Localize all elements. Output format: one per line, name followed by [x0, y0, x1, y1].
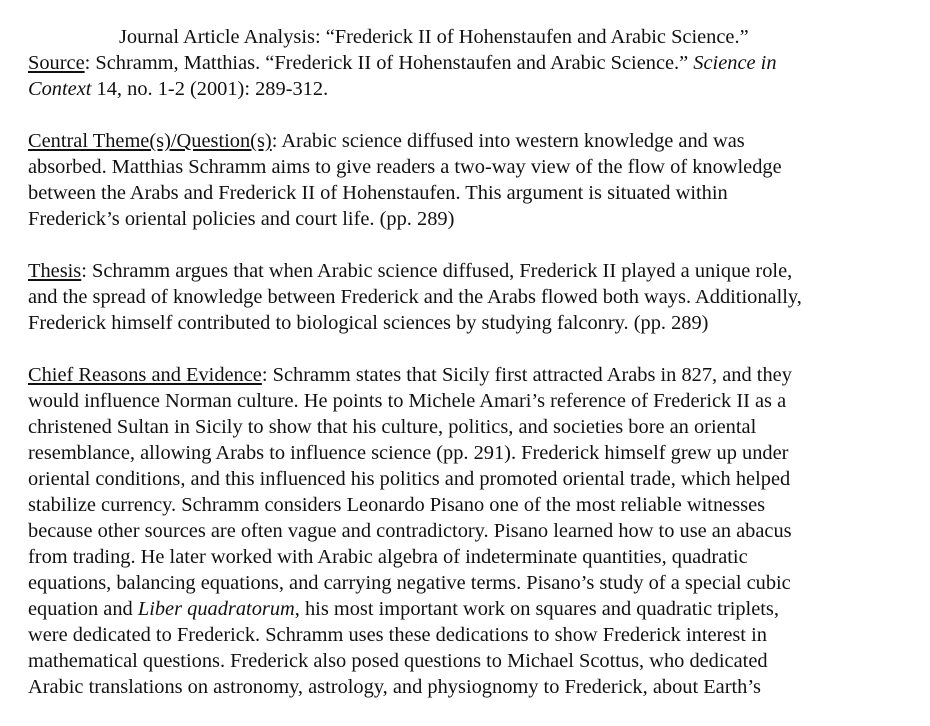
source-journal-2: Context — [28, 78, 92, 100]
document-title: Journal Article Analysis: “Frederick II of Hohenstaufen and Arabic Science.” — [119, 26, 749, 48]
source-line-1 — [28, 50, 908, 76]
chief-reasons-text: equation and — [28, 598, 138, 620]
central-theme-text: : Arabic science diffused into western knowledge and was — [271, 130, 745, 152]
chief-reasons-line: stabilize currency. Schramm considers Leonardo Pisano one of the most reliable witnesses — [28, 494, 766, 516]
chief-reasons-line: would influence Norman culture. He points to Michele Amari’s reference of Frederick II as a — [28, 390, 787, 412]
chief-reasons-line: christened Sultan in Sicily to show that his culture, politics, and societies bore an oriental — [28, 416, 757, 438]
thesis-line: Frederick himself contributed to biological sciences by studying falconry. (pp. 289) — [28, 312, 709, 334]
source-text-1: : Schramm, Matthias. “Frederick II of Hohenstaufen and Arabic Science.” — [84, 52, 694, 74]
document-page — [28, 24, 908, 726]
source-text-2: 14, no. 1-2 (2001): 289-312. — [91, 78, 329, 100]
chief-reasons-text: , his most important work on squares and quadratic triplets, — [294, 598, 779, 620]
thesis-line: and the spread of knowledge between Frederick and the Arabs flowed both ways. Additionally, — [28, 286, 802, 308]
central-theme-line: absorbed. Matthias Schramm aims to give readers a two-way view of the flow of knowledge — [28, 156, 782, 178]
thesis-paragraph — [28, 258, 908, 336]
central-theme-line — [28, 128, 908, 154]
thesis-text: : Schramm argues that when Arabic science diffused, Frederick II played a unique role, — [81, 260, 793, 282]
source-label: Source — [28, 52, 85, 74]
chief-reasons-line: were dedicated to Frederick. Schramm uses these dedications to show Frederick interest in — [28, 624, 767, 646]
chief-reasons-line: resemblance, allowing Arabs to influence science (pp. 291). Frederick himself grew up under — [28, 442, 789, 464]
chief-reasons-line: because other sources are often vague and contradictory. Pisano learned how to use an abacus — [28, 520, 792, 542]
chief-reasons-line: equations, balancing equations, and carrying negative terms. Pisano’s study of a special cubic — [28, 572, 791, 594]
chief-reasons-line: mathematical questions. Frederick also posed questions to Michael Scottus, who dedicated — [28, 650, 768, 672]
chief-reasons-line: from trading. He later worked with Arabic algebra of indeterminate quantities, quadratic — [28, 546, 748, 568]
thesis-line — [28, 258, 908, 284]
chief-reasons-line: Arabic translations on astronomy, astrology, and physiognomy to Frederick, about Earth’s — [28, 676, 761, 698]
source-citation — [28, 50, 908, 102]
chief-reasons-line — [28, 362, 908, 388]
chief-reasons-label: Chief Reasons and Evidence — [28, 364, 262, 386]
chief-reasons-text: : Schramm states that Sicily first attracted Arabs in 827, and they — [261, 364, 792, 386]
central-theme-line: Frederick’s oriental policies and court life. (pp. 289) — [28, 208, 455, 230]
chief-reasons-line: oriental conditions, and this influenced his politics and promoted oriental trade, which helped — [28, 468, 791, 490]
central-theme-label: Central Theme(s)/Question(s) — [28, 130, 272, 152]
thesis-label: Thesis — [28, 260, 82, 282]
chief-reasons-paragraph — [28, 362, 908, 700]
source-journal-1: Science in — [693, 52, 777, 74]
central-theme-line: between the Arabs and Frederick II of Hohenstaufen. This argument is situated within — [28, 182, 728, 204]
central-theme-paragraph — [28, 128, 908, 232]
source-line-2 — [28, 76, 908, 102]
chief-reasons-line — [28, 596, 908, 622]
book-title: Liber quadratorum — [137, 598, 295, 620]
